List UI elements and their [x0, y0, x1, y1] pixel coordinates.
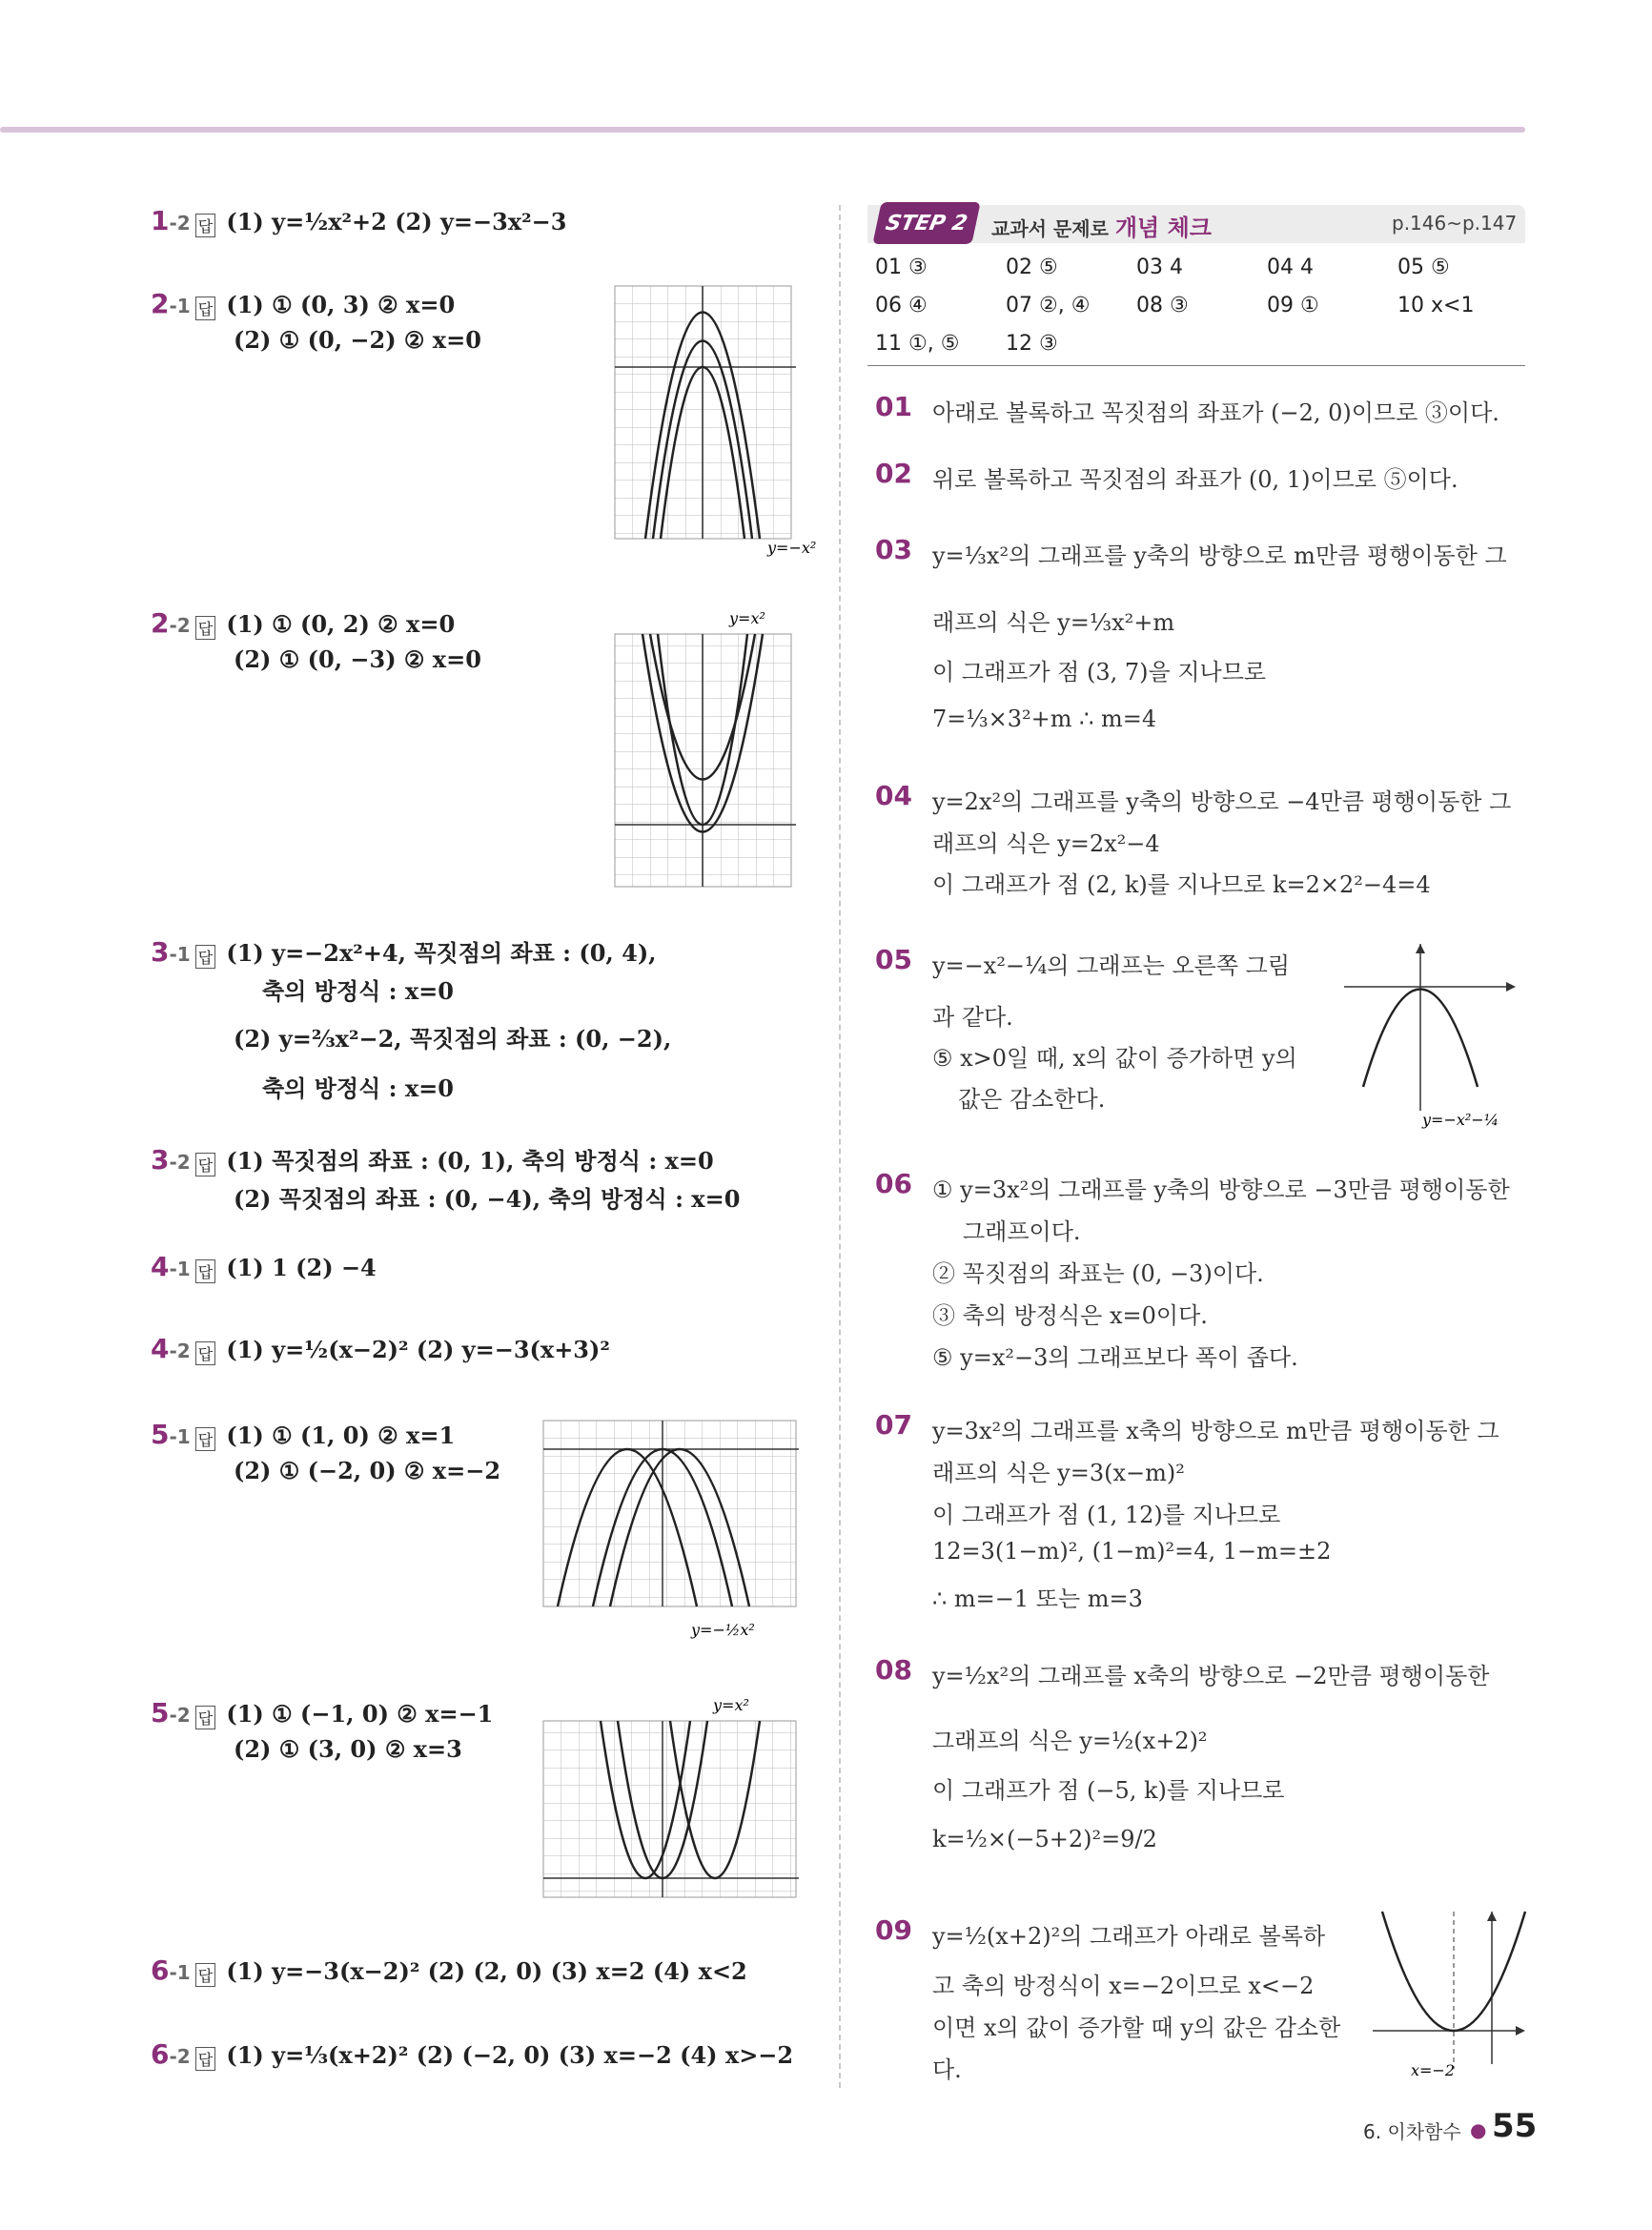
chapter-label: 6. 이차함수: [1363, 2120, 1461, 2143]
item-number: 4-2: [151, 1333, 191, 1364]
solution-line: k=½×(−5+2)²=9/2: [932, 1826, 1157, 1852]
quick-answer: 02 ⑤: [1006, 256, 1058, 279]
quick-answer: 08 ③: [1136, 294, 1189, 317]
quick-answer: 05 ⑤: [1397, 256, 1450, 279]
answer-line: (2) y=⅔x²−2, 꼭짓점의 좌표 : (0, −2),: [234, 1025, 672, 1053]
quick-answer: 03 4: [1136, 256, 1183, 279]
answer-4-1: [151, 1251, 377, 1283]
solution-line: y=−x²−¼의 그래프는 오른쪽 그림: [932, 952, 1291, 979]
answer-mark: 답: [195, 297, 215, 320]
answer-mark: 답: [195, 1963, 215, 1987]
answer-4-2: [151, 1333, 610, 1365]
solution-number: 06: [875, 1168, 912, 1199]
top-decorative-bar: [0, 127, 1525, 133]
answer-line: (1) ① (1, 0) ② x=1: [226, 1422, 456, 1449]
answer-mark: 답: [195, 616, 215, 640]
column-divider: [839, 205, 841, 2088]
solution-line: y=2x²의 그래프를 y축의 방향으로 −4만큼 평행이동한 그: [932, 788, 1512, 815]
item-number: 3-1: [151, 936, 191, 968]
quick-answer: 07 ②, ④: [1006, 294, 1091, 317]
answer-6-1: [151, 1954, 747, 1987]
solution-line: 이 그래프가 점 (1, 12)를 지나므로: [932, 1502, 1281, 1528]
graph-label: y=−x²: [767, 539, 817, 557]
solution-line: y=½x²의 그래프를 x축의 방향으로 −2만큼 평행이동한: [932, 1663, 1490, 1689]
solution-line: 그래프이다.: [963, 1218, 1081, 1245]
answer-mark: 답: [195, 1341, 215, 1365]
solution-line: 이 그래프가 점 (2, k)를 지나므로 k=2×2²−4=4: [932, 871, 1431, 898]
answer-2-1: [151, 288, 455, 320]
quick-answer: 01 ③: [875, 256, 928, 279]
solution-number: 03: [875, 534, 912, 565]
answer-line: (1) y=½(x−2)² (2) y=−3(x+3)²: [226, 1336, 610, 1363]
solution-line: y=⅓x²의 그래프를 y축의 방향으로 m만큼 평행이동한 그: [932, 542, 1507, 569]
step-badge: STEP 2: [872, 202, 980, 244]
item-number: 1-2: [151, 205, 191, 236]
graph-05: [1344, 944, 1525, 1130]
item-number: 5-2: [151, 1697, 191, 1729]
graph-09: [1373, 1912, 1525, 2078]
answer-line: (1) 꼭짓점의 좌표 : (0, 1), 축의 방정식 : x=0: [226, 1147, 714, 1175]
answer-line: (1) 1 (2) −4: [226, 1254, 377, 1281]
answer-5-2: [151, 1697, 493, 1729]
solution-number: 01: [875, 391, 912, 422]
answer-1-2: [151, 205, 566, 237]
solution-number: 08: [875, 1654, 912, 1686]
solution-line: ① y=3x²의 그래프를 y축의 방향으로 −3만큼 평행이동한: [932, 1176, 1510, 1203]
quick-answer: 06 ④: [875, 294, 928, 317]
answer-mark: 답: [195, 1259, 215, 1283]
solution-line: ⑤ y=x²−3의 그래프보다 폭이 좁다.: [932, 1344, 1298, 1371]
graph-5-1: [543, 1421, 801, 1659]
quick-answer: 12 ③: [1006, 332, 1058, 356]
step-title: 교과서 문제로 개념 체크: [991, 215, 1212, 241]
answer-6-2: [151, 2038, 793, 2071]
solution-line: 7=⅓×3²+m ∴ m=4: [932, 706, 1157, 732]
solution-line: 래프의 식은 y=3(x−m)²: [932, 1460, 1185, 1486]
answer-2-2: [151, 607, 455, 640]
graph-label: x=−2: [1411, 2061, 1456, 2079]
quick-answer: 11 ①, ⑤: [875, 332, 960, 356]
answer-line: (1) ① (0, 2) ② x=0: [226, 610, 456, 638]
solution-line: 아래로 볼록하고 꼭짓점의 좌표가 (−2, 0)이므로 ③이다.: [932, 399, 1499, 426]
graph-label: y=x²: [713, 1696, 749, 1714]
item-number: 3-2: [151, 1144, 191, 1176]
graph-5-2: [543, 1697, 801, 1907]
solution-line: 래프의 식은 y=⅓x²+m: [932, 609, 1175, 636]
item-number: 6-2: [151, 2038, 191, 2070]
solution-number: 05: [875, 944, 912, 975]
solution-line: ⑤ x>0일 때, x의 값이 증가하면 y의: [932, 1045, 1297, 1072]
solution-line: ③ 축의 방정식은 x=0이다.: [932, 1302, 1208, 1329]
answer-mark: 답: [195, 1706, 215, 1729]
item-number: 4-1: [151, 1251, 191, 1282]
answer-3-1: [151, 934, 657, 969]
answer-line: (2) ① (0, −3) ② x=0: [234, 645, 481, 673]
solution-line: 이면 x의 값이 증가할 때 y의 값은 감소한: [932, 2015, 1341, 2041]
answer-line: (1) ① (−1, 0) ② x=−1: [226, 1700, 494, 1728]
page-number: 55: [1492, 2107, 1538, 2145]
footer-dot: ●: [1470, 2118, 1487, 2141]
answer-3-2: [151, 1142, 714, 1176]
quick-answer: 04 4: [1267, 256, 1314, 279]
graph-2-1: [615, 286, 817, 557]
answer-mark: 답: [195, 945, 215, 969]
answer-line: 축의 방정식 : x=0: [262, 977, 454, 1005]
answer-mark: 답: [195, 1427, 215, 1451]
graph-label: y=−½x²: [691, 1621, 755, 1639]
graph-label: y=x²: [729, 609, 765, 627]
graph-label: y=−x²−¼: [1422, 1111, 1499, 1129]
solution-number: 04: [875, 780, 912, 811]
item-number: 6-1: [151, 1954, 191, 1986]
solution-line: ② 꼭짓점의 좌표는 (0, −3)이다.: [932, 1260, 1264, 1287]
solution-line: 12=3(1−m)², (1−m)²=4, 1−m=±2: [932, 1538, 1332, 1565]
answer-mark: 답: [195, 2047, 215, 2071]
item-number: 5-1: [151, 1419, 191, 1450]
solution-line: 이 그래프가 점 (−5, k)를 지나므로: [932, 1777, 1285, 1804]
item-number: 2-1: [151, 288, 191, 319]
answer-mark: 답: [195, 214, 215, 237]
graph-2-2: [615, 610, 801, 891]
answer-line: (1) y=½x²+2 (2) y=−3x²−3: [226, 208, 567, 235]
solution-number: 07: [875, 1409, 912, 1441]
separator-line: [867, 365, 1525, 366]
solution-line: 값은 감소한다.: [958, 1086, 1106, 1113]
solution-line: 다.: [932, 2056, 962, 2083]
solution-line: 그래프의 식은 y=½(x+2)²: [932, 1728, 1208, 1754]
answer-line: (2) 꼭짓점의 좌표 : (0, −4), 축의 방정식 : x=0: [234, 1185, 741, 1213]
answer-line: (2) ① (3, 0) ② x=3: [234, 1735, 462, 1763]
solution-line: y=½(x+2)²의 그래프가 아래로 볼록하: [932, 1923, 1326, 1950]
answer-line: (2) ① (−2, 0) ② x=−2: [234, 1457, 501, 1484]
quick-answer: 09 ①: [1267, 294, 1319, 317]
solution-line: y=3x²의 그래프를 x축의 방향으로 m만큼 평행이동한 그: [932, 1418, 1499, 1444]
solution-line: 이 그래프가 점 (3, 7)을 지나므로: [932, 659, 1267, 685]
answer-line: (1) ① (0, 3) ② x=0: [226, 291, 456, 318]
answer-line: (1) y=⅓(x+2)² (2) (−2, 0) (3) x=−2 (4) x>−2: [226, 2041, 794, 2069]
solution-line: 과 같다.: [932, 1004, 1013, 1031]
answer-line: 축의 방정식 : x=0: [262, 1074, 454, 1102]
quick-answer: 10 x<1: [1397, 294, 1475, 317]
solution-number: 09: [875, 1914, 912, 1946]
answer-mark: 답: [195, 1153, 215, 1176]
answer-5-1: [151, 1419, 455, 1451]
solution-line: 고 축의 방정식이 x=−2이므로 x<−2: [932, 1973, 1315, 1999]
page-range: p.146~p.147: [1392, 212, 1518, 235]
answer-line: (2) ① (0, −2) ② x=0: [234, 326, 481, 354]
solution-line: 래프의 식은 y=2x²−4: [932, 830, 1160, 857]
item-number: 2-2: [151, 607, 191, 639]
solution-number: 02: [875, 458, 912, 489]
solution-line: 위로 볼록하고 꼭짓점의 좌표가 (0, 1)이므로 ⑤이다.: [932, 466, 1458, 493]
solution-line: ∴ m=−1 또는 m=3: [932, 1586, 1143, 1612]
answer-line: (1) y=−2x²+4, 꼭짓점의 좌표 : (0, 4),: [226, 939, 657, 967]
answer-line: (1) y=−3(x−2)² (2) (2, 0) (3) x=2 (4) x<2: [226, 1957, 747, 1985]
